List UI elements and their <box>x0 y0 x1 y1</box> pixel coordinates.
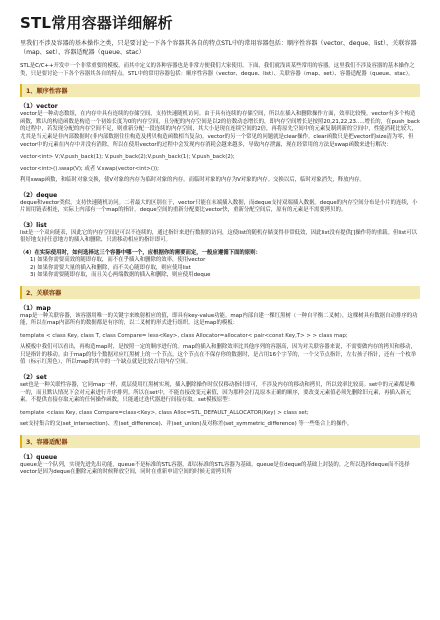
code-line: template < class Key, class T, class Compare= less<Key>, class Allocator=allocator< pair<const Key,T> > > class map; <box>20 332 348 339</box>
subheading-deque: （2）deque <box>20 191 58 199</box>
tip-line: 1) 如果你需要高效的随即存取，而不在乎插入和删除的效率，使用vector <box>30 257 206 264</box>
code-line: template <class Key, class Compare=class<Key>, class Alloc=STL_DEFAULT_ALLOCATOR(Key) > class set; <box>20 409 309 416</box>
subheading-set: （2）set <box>20 373 47 381</box>
swap-paragraph: 利用swap函数，和临时对象交换，使V对象的内存为临时对象的内存，而临时对象的内存为V对象的内存。交换以后，临时对象消失，释放内存。 <box>20 176 365 183</box>
map-paragraph: map是一种关联容器，该容器用唯一的关键字来映射相应的值，即具有key-value功能。map内部自建一棵红黑树（一种自平衡二叉树），这棵树具有数据自动排序的功能，所以在map内部所有的数据都是有序的，以二叉树的形式进行组织。这是map的模板： <box>20 312 418 327</box>
selection-tips <box>20 250 420 280</box>
tip-line: 2) 如果你需要大量的插入和删除，而不关心随即存取，则应使用list <box>30 264 191 271</box>
list-paragraph: list是一个双向链表，因此它的内存空间是可以不连续的，通过指针来进行数据的访问，这使list的随机存储变得非常低效，因此list没有提供[]操作符的重载。但list可以很好地支持任意地方的插入和删除，只需移动相应的指针即可。 <box>20 229 418 244</box>
tips-heading: （4）在实际使用时，如何选择这三个容器中哪一个，应根据你的需要而定，一般应遵循下面的原则： <box>20 249 261 256</box>
subheading-map: （1）map <box>20 304 51 312</box>
set-paragraph-2: set支持集合的交(set_intersection)、差(set_difference)、并(set_union)及对称差(set_symmetric_difference) 等一些集合上的操作。 <box>20 421 353 428</box>
subheading-list: （3）list <box>20 221 47 229</box>
set-paragraph: set也是一种关联性容器，它同map一样，底层使用红黑树实现，插入删除操作时仅仅移动指针即可，不涉及内存的移动和拷贝，所以效率比较高。set中的元素都是唯一的，而且默认情况下会对元素进行升序排列。所以在set中，不能直接改变元素值，因为那样会打乱原本正确的顺序，要改变元素值必须先删除旧元素，再插入新元素。不提供直接存取元素的任何操作函数，只能通过迭代器进行间接存取。set模板原型： <box>20 381 416 404</box>
section-associative-containers: 2、关联容器 <box>20 286 420 299</box>
subheading-vector: （1）vector <box>20 103 58 111</box>
section-container-adapters: 3、容器适配器 <box>20 435 420 448</box>
vector-paragraph: vector是一种动态数组，在内存中具有连续的存储空间，支持快速随机访问。由于具有连续的存储空间，所以在插入和删除操作方面，效率比较慢。vector有多个构造函数，默认的构造函数是构造一个初始长度为0的内存空间，且分配的内存空间是以2的倍数动态增长的，即内存空间增长是按照20,21,22,23.....增长的，在push_back的过程中，若发现分配的内存空间不足，则重新分配一段连续的内存空间，其大小是现在连续空间的2倍，再将原先空间中的元素复制到新的空间中，性能消耗比较大，尤其是当元素是非内部数据时(非内部数据往往构造及拷贝构造函数相当复杂)。vector的另一个常见的问题就是clear操作。clear函数只是把vector的size清为零，但vector中的元素在内存中并没有消除，所以在使用vector的过程中会发现内存消耗会越来越多，导致内存泄露，现在经常用的方法是swap函数来进行解决： <box>20 111 421 148</box>
section-sequence-containers: 1、顺序性容器 <box>20 84 420 97</box>
overview-paragraph: STL是C/C++开发中一个非常重要的模板，而其中定义的各种容器也是非常方便我们大家使用。下面，我们就浅谈某些常用的容器。这里我们不涉及容器的基本操作之类，只是要讨论一下各个容器其各自的特点。STL中的常用容器包括：顺序性容器（vector、deque、list）、关联容器（map、set）、容器适配器（queue、stac）。 <box>20 63 415 77</box>
intro-paragraph: 里我们不涉及容器的基本操作之类，只是要讨论一下各个容器其各自的特点STL中的常用容器包括：顺序性容器（vector、deque、list）、关联容器（map、set）、容器适配器（queue、stac） <box>20 40 417 56</box>
code-line: vector<int>().swap(V); 或者 V.swap(vector<int>()); <box>20 165 159 172</box>
queue-paragraph: queue是一个队列，实现先进先出功能，queue不是标准的STL容器，却以标准的STL容器为基础。queue是在deque的基础上封装的。之所以选择deque而不选择vector是因为deque在删除元素的时候释放空间，同时在重新申请空间的时候无需拷贝所 <box>20 461 410 476</box>
tip-line: 3) 如果你需要随即存取，而且关心两端数据的插入和删除，则应使用deque <box>30 272 211 279</box>
page-title: STL常用容器详细解析 <box>20 14 173 32</box>
subheading-queue: （1）queue <box>20 453 58 461</box>
code-line: vector<int> V;V.push_back(1); V.push_back(2);V.push_back(1); V.push_back(2); <box>20 154 235 161</box>
map-paragraph-2: 从模板中我们可以看出，再构造map时，是按照一定的顺序进行的。map的插入和删除效率比其他序列的容器高，因为对关联容器来说，不需要做内存的拷贝和移动，只是指针的移动。由于map的每个数据对应红黑树上的一个节点，这个节点在不保存你的数据时，是占用16个字节的，一个父节点指针，左右孩子指针，还有一个枚举值（标示红黑色），所以map的其中的一个缺点就是比较占用内存空间。 <box>20 344 417 366</box>
deque-paragraph: deque和vector类似，支持快速随机访问。二者最大的区别在于，vector只能在末端插入数据，而deque支持双端插入数据。deque的内存空间分布是小片的连续，小片间用链表相连，实际上内部有一个map的指针。deque空间的重新分配要比vector快，重新分配空间后，原有的元素是不需要拷贝的。 <box>20 199 418 214</box>
